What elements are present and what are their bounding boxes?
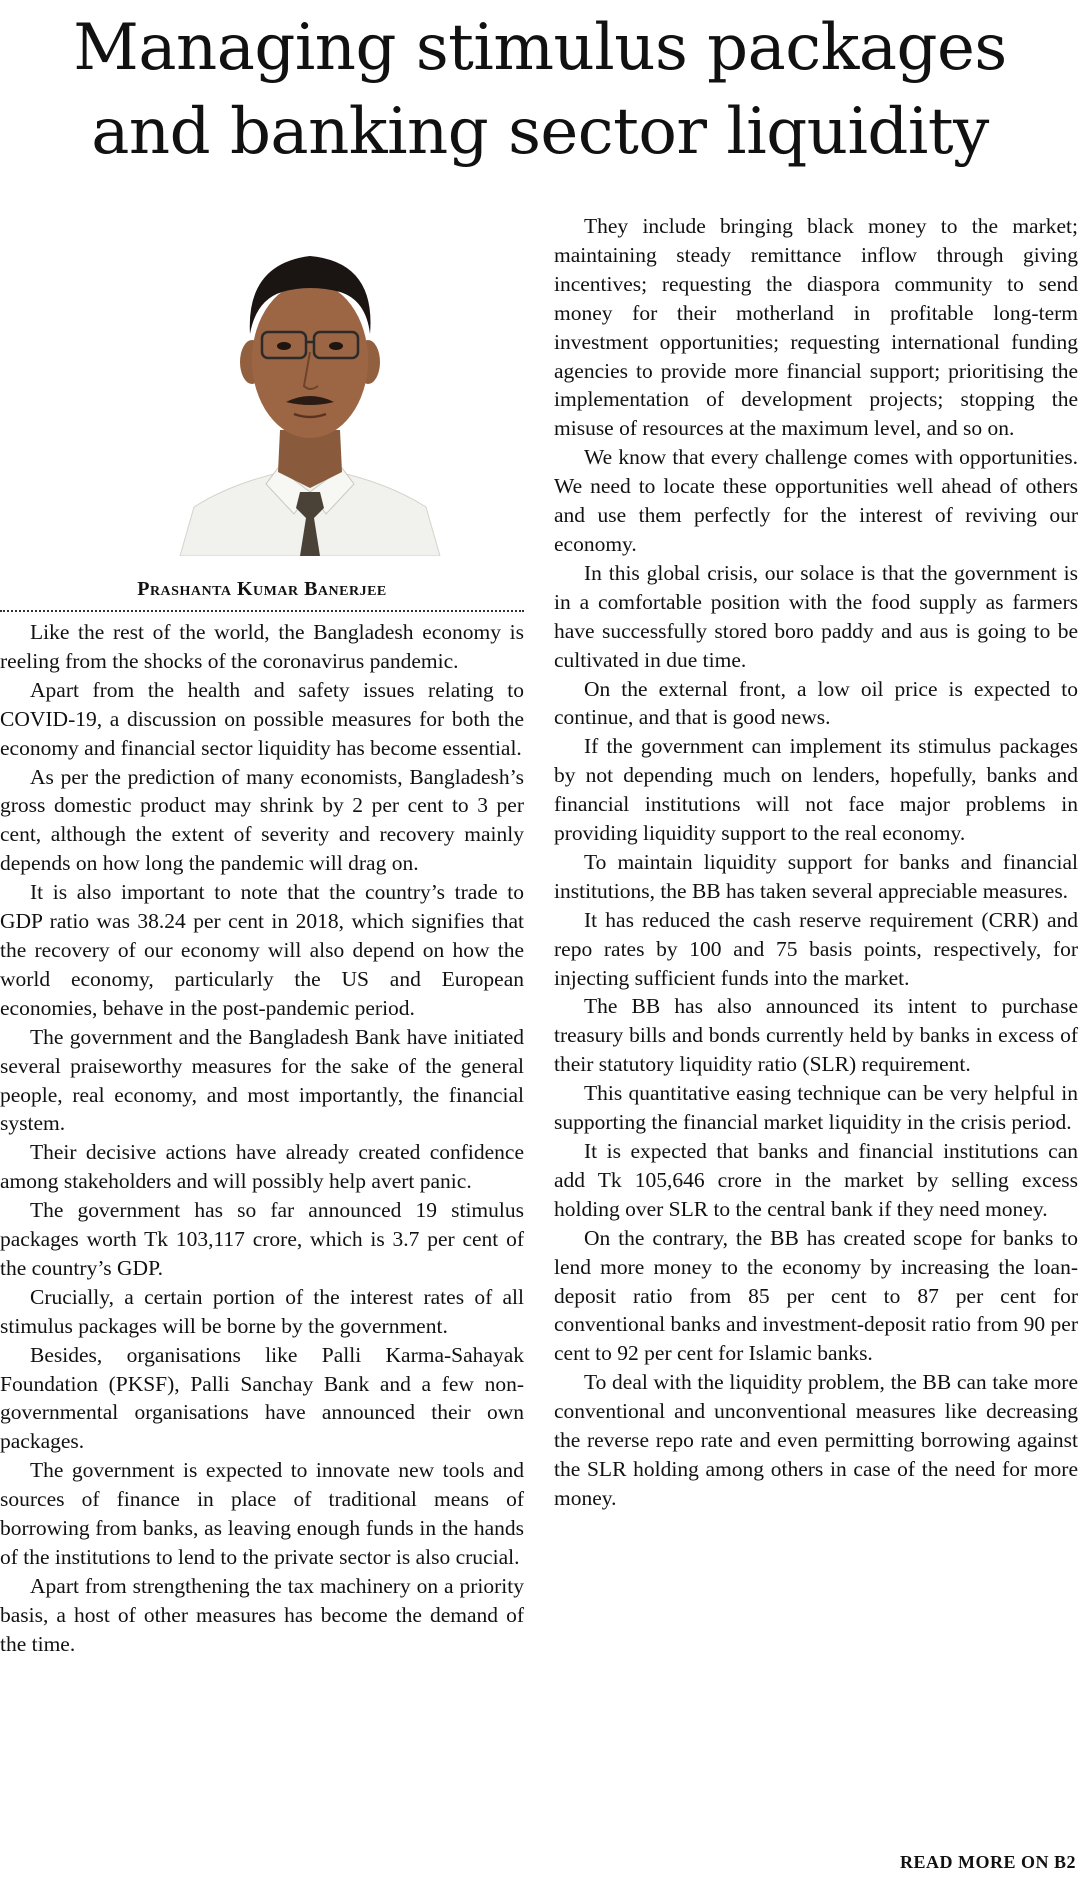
headline-line-1: Managing stimulus packages [73, 11, 1007, 85]
headline [0, 6, 1080, 174]
paragraph: It has reduced the cash reserve requirement (CRR) and repo rates by 100 and 75 basis points, respectively, for injecting sufficient funds into the market. [554, 907, 1078, 990]
paragraph: In this global crisis, our solace is that the government is in a comfortable position with the food supply as farmers have successfully stored boro paddy and aus is going to be cultivated in due time. [554, 560, 1078, 672]
author-photo [170, 222, 450, 556]
author-byline: Prashanta Kumar Banerjee [137, 578, 387, 600]
paragraph: The government and the Bangladesh Bank have initiated several praiseworthy measures for the sake of the general people, real economy, and most importantly, the financial system. [0, 1024, 524, 1136]
read-more-link[interactable]: READ MORE ON B2 [899, 1852, 1076, 1872]
paragraph: Apart from the health and safety issues relating to COVID-19, a discussion on possible measures for both the economy and financial sector liquidity has become essential. [0, 677, 524, 760]
paragraph: If the government can implement its stimulus packages by not depending much on lenders, hopefully, banks and financial institutions will not face major problems in providing liquidity support to the real economy. [554, 734, 1078, 846]
paragraph: To deal with the liquidity problem, the BB can take more conventional and unconventional measures like decreasing the reverse repo rate and even permitting borrowing against the SLR holding among others in case of the need for more money. [554, 1370, 1078, 1510]
headline-line-2: and banking sector liquidity [91, 95, 989, 169]
paragraph: They include bringing black money to the market; maintaining steady remittance inflow through giving incentives; requesting the diaspora community to send money for their motherland in profitable long-term investment opportunities; requesting international funding agencies to provide more financial support; prioritising the implementation of development projects; stopping the misuse of resources at the maximum level, and so on. [554, 214, 1078, 441]
paragraph: We know that every challenge comes with opportunities. We need to locate these opportunities well ahead of others and use them perfectly for the interest of reviving our economy. [554, 445, 1078, 556]
paragraph: To maintain liquidity support for banks and financial institutions, the BB has taken several appreciable measures. [554, 849, 1078, 903]
paragraph: The government is expected to innovate new tools and sources of finance in place of traditional means of borrowing from banks, as leaving enough funds in the hands of the institutions to lend to the private sector is also crucial. [0, 1458, 524, 1569]
paragraph: The government has so far announced 19 stimulus packages worth Tk 103,117 crore, which is 3.7 per cent of the country’s GDP. [0, 1198, 524, 1280]
paragraph: Crucially, a certain portion of the interest rates of all stimulus packages will be borne by the government. [0, 1284, 524, 1338]
paragraph: Their decisive actions have already created confidence among stakeholders and will possibly help avert panic. [0, 1140, 524, 1194]
paragraph: This quantitative easing technique can be very helpful in supporting the financial market liquidity in the crisis period. [554, 1081, 1078, 1135]
paragraph: On the contrary, the BB has created scope for banks to lend more money to the economy by increasing the loan-deposit ratio from 85 per cent to 87 per cent for conventional banks and investment-deposit ratio from 90 per cent to 92 per cent for Islamic banks. [554, 1225, 1078, 1366]
article-column-left [0, 618, 524, 1659]
paragraph: It is expected that banks and financial institutions can add Tk 105,646 crore in the market by selling excess holding over SLR to the central bank if they need money. [554, 1139, 1078, 1221]
paragraph: The BB has also announced its intent to purchase treasury bills and bonds currently held by banks in excess of their statutory liquidity ratio (SLR) requirement. [554, 994, 1078, 1077]
paragraph: Like the rest of the world, the Bangladesh economy is reeling from the shocks of the coronavirus pandemic. [0, 620, 524, 673]
paragraph: Besides, organisations like Palli Karma-Sahayak Foundation (PKSF), Palli Sanchay Bank and a few non-governmental organisations have announced their own packages. [0, 1342, 524, 1454]
paragraph: As per the prediction of many economists, Bangladesh’s gross domestic product may shrink by 2 per cent to 3 per cent, although the extent of severity and recovery mainly depends on how long the pandemic will drag on. [0, 764, 524, 876]
paragraph: On the external front, a low oil price is expected to continue, and that is good news. [554, 676, 1078, 730]
paragraph: It is also important to note that the country’s trade to GDP ratio was 38.24 per cent in 2018, which signifies that the recovery of our economy will also depend on how the world economy, particularly the US and European economies, behave in the post-pandemic period. [0, 880, 524, 1020]
article-column-right [554, 212, 1078, 1513]
byline-divider [0, 610, 524, 612]
paragraph: Apart from strengthening the tax machinery on a priority basis, a host of other measures has become the demand of the time. [0, 1573, 524, 1656]
